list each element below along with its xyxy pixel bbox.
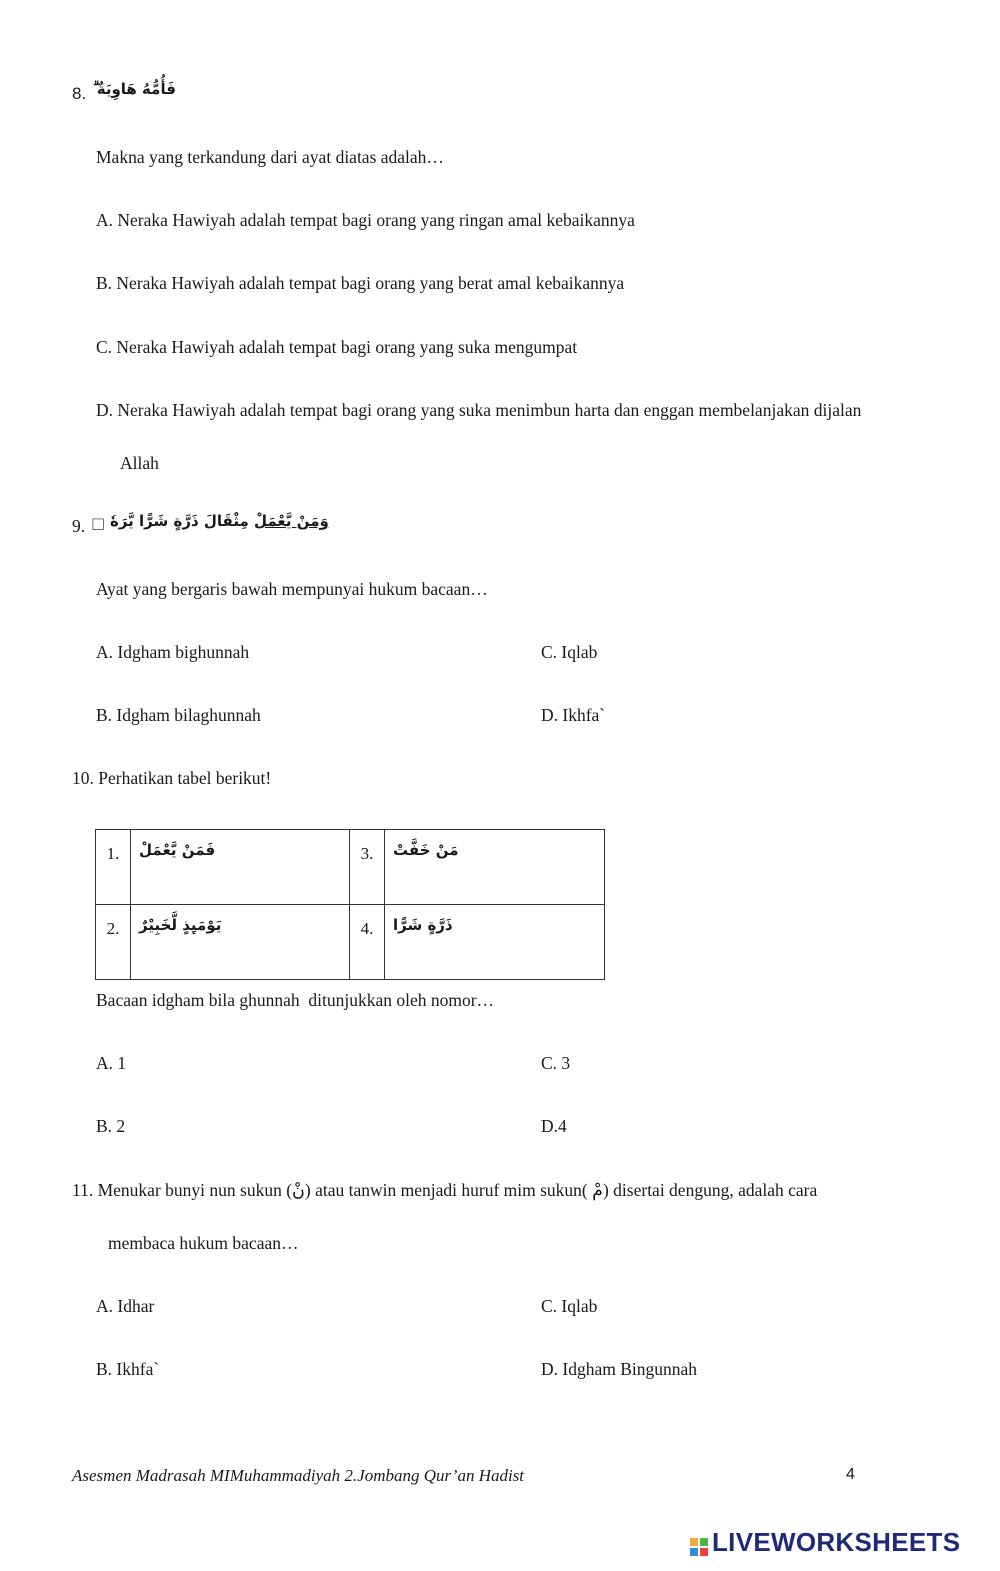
- table-cell-number: 4.: [350, 905, 385, 980]
- q11-option-b: B. Ikhfa`: [96, 1359, 160, 1379]
- table-row: [96, 830, 605, 905]
- q9-option-c: C. Iqlab: [541, 642, 598, 662]
- q8-option-d: D. Neraka Hawiyah adalah tempat bagi orang yang suka menimbun harta dan enggan membelanjakan dijalan: [96, 400, 862, 420]
- q9-option-b: B. Idgham bilaghunnah: [96, 705, 261, 725]
- page-footer: Asesmen Madrasah MIMuhammadiyah 2.Jombang Qur’an Hadist: [72, 1466, 525, 1485]
- q10-option-c: C. 3: [541, 1053, 571, 1073]
- page-number: 4: [846, 1466, 855, 1483]
- q10-question: Bacaan idgham bila ghunnah ditunjukkan oleh nomor…: [96, 990, 495, 1010]
- q9-missing-glyph: □: [91, 514, 106, 532]
- q8-arabic-verse: فَأُمُّهُ هَاوِيَةٌ ۗ: [93, 80, 176, 98]
- liveworksheets-logo-icon: [690, 1538, 708, 1556]
- q9-question: Ayat yang bergaris bawah mempunyai hukum bacaan…: [96, 579, 488, 599]
- q8-question: Makna yang terkandung dari ayat diatas adalah…: [96, 147, 444, 167]
- q8-option-d-continued: Allah: [120, 453, 159, 473]
- q10-option-a: A. 1: [96, 1053, 127, 1073]
- q10-option-b: B. 2: [96, 1116, 126, 1136]
- q10-option-d: D.4: [541, 1116, 567, 1136]
- table-cell-arabic: فَمَنْ يَّعْمَلْ: [131, 830, 350, 905]
- q9-arabic-underlined: وَمَنْ يَّعْمَلْ: [253, 512, 329, 530]
- table-cell-number: 1.: [96, 830, 131, 905]
- q8-option-b: B. Neraka Hawiyah adalah tempat bagi orang yang berat amal kebaikannya: [96, 273, 625, 293]
- q8-number: 8.: [72, 84, 87, 103]
- q9-arabic-rest: مِثْقَالَ ذَرَّةٍ شَرًّا يَّرَهٗ: [110, 512, 249, 530]
- q11-option-a: A. Idhar: [96, 1296, 155, 1316]
- table-cell-number: 3.: [350, 830, 385, 905]
- liveworksheets-wordmark: LIVEWORKSHEETS: [712, 1527, 961, 1557]
- liveworksheets-logo: [690, 1527, 960, 1558]
- q11-line1: 11. Menukar bunyi nun sukun (نْ) atau tanwin menjadi huruf mim sukun( مْ) disertai dengung, adalah cara: [72, 1180, 818, 1200]
- q11-option-c: C. Iqlab: [541, 1296, 598, 1316]
- table-cell-arabic: ذَرَّةٍ شَرًّا: [385, 905, 605, 980]
- q8-option-a: A. Neraka Hawiyah adalah tempat bagi orang yang ringan amal kebaikannya: [96, 210, 635, 230]
- table-cell-number: 2.: [96, 905, 131, 980]
- q11-line2: membaca hukum bacaan…: [108, 1233, 299, 1253]
- table-cell-arabic: مَنْ خَفَّتْ: [385, 830, 605, 905]
- q9-number: 9.: [72, 516, 86, 536]
- q11-option-d: D. Idgham Bingunnah: [541, 1359, 698, 1379]
- q9-arabic-verse: [110, 512, 329, 530]
- q8-option-c: C. Neraka Hawiyah adalah tempat bagi orang yang suka mengumpat: [96, 337, 578, 357]
- q9-option-d: D. Ikhfa`: [541, 705, 606, 725]
- q9-option-a: A. Idgham bighunnah: [96, 642, 250, 662]
- table-row: [96, 905, 605, 980]
- q10-table: [95, 829, 605, 980]
- q10-title: 10. Perhatikan tabel berikut!: [72, 768, 272, 788]
- table-cell-arabic: يَوْمَىِٕذٍ لَّخَبِيْرٌ: [131, 905, 350, 980]
